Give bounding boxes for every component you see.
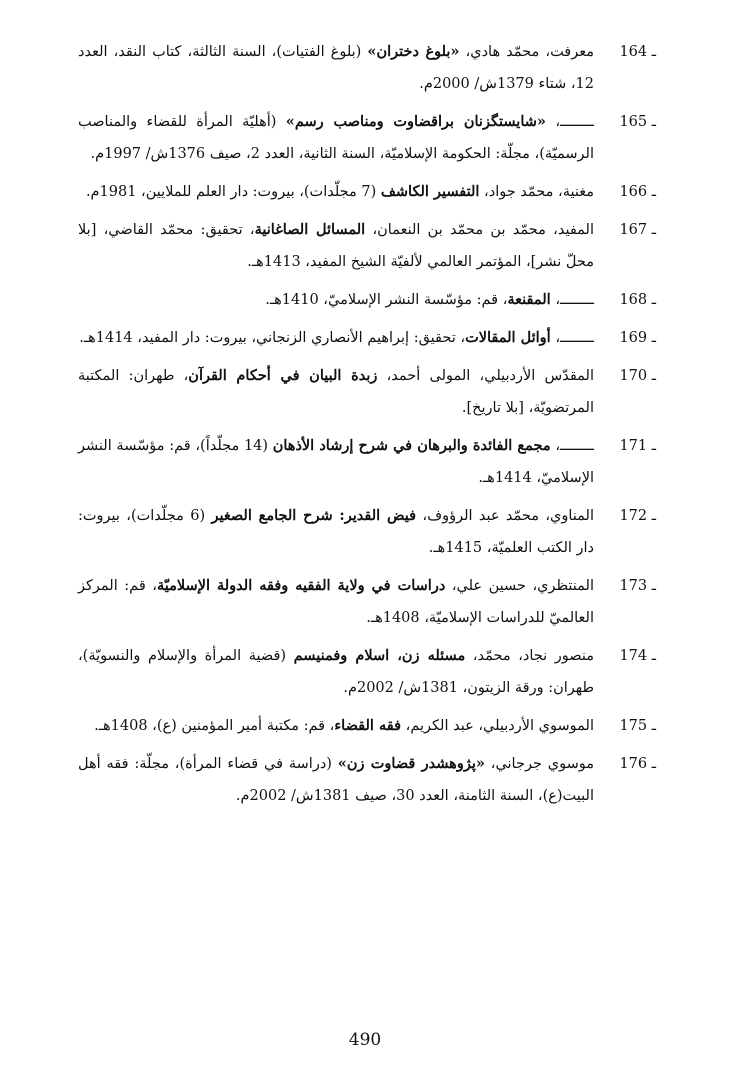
entry-text bbox=[78, 284, 594, 316]
entry-author: ــــــــ، bbox=[545, 114, 594, 130]
entry-title: المسائل الصاغانية bbox=[254, 221, 366, 238]
entry-text bbox=[78, 322, 594, 354]
entry-details: ، قم: المركز العالميّ للدراسات الإسلاميّة، 1408هـ. bbox=[78, 578, 594, 626]
entry-number: 165 ـ bbox=[619, 114, 656, 130]
entry-text bbox=[78, 36, 594, 100]
entry-text bbox=[78, 748, 594, 812]
entry-number: 169 ـ bbox=[619, 330, 656, 346]
entry-author: معرفت، محمّد هادي، bbox=[459, 44, 594, 60]
bibliography-entry bbox=[78, 570, 656, 634]
entry-text bbox=[78, 500, 594, 564]
entry-title: التفسير الكاشف bbox=[380, 183, 480, 200]
bibliography-entry bbox=[78, 176, 656, 208]
entry-author: المنتظري، حسين علي، bbox=[445, 578, 594, 594]
entry-number: 166 ـ bbox=[619, 184, 656, 200]
bibliography-entry bbox=[78, 322, 656, 354]
entry-number: 170 ـ bbox=[619, 368, 656, 384]
entry-details: ، طهران: المكتبة المرتضويّة، [بلا تاريخ]. bbox=[78, 368, 594, 416]
entry-title: المقنعة bbox=[507, 291, 551, 308]
entry-number: 172 ـ bbox=[619, 508, 656, 524]
entry-number: 167 ـ bbox=[619, 222, 656, 238]
entry-author: المناوي، محمّد عبد الرؤوف، bbox=[416, 508, 594, 524]
entry-author: ــــــــ، bbox=[550, 330, 594, 346]
entry-number: 176 ـ bbox=[619, 756, 656, 772]
entry-details: ، قم: مؤسّسة النشر الإسلاميّ، 1410هـ. bbox=[265, 292, 508, 308]
entry-author: موسوي جرجاني، bbox=[484, 756, 594, 772]
bibliography-entry bbox=[78, 710, 656, 742]
entry-number: 171 ـ bbox=[619, 438, 656, 454]
entry-title: فيض القدير: شرح الجامع الصغير bbox=[211, 507, 417, 524]
bibliography-entry bbox=[78, 284, 656, 316]
entry-details: ، تحقيق: إبراهيم الأنصاري الزنجاني، بيروت: دار المفيد، 1414هـ. bbox=[79, 330, 466, 346]
entry-text bbox=[78, 214, 594, 278]
entry-details: (أهليّة المرأة للقضاء والمناصب الرسميّة)، مجلّة: الحكومة الإسلاميّة، السنة الثانية، العدد 2، صيف 1376ش/ 1997م. bbox=[78, 114, 594, 162]
bibliography-entry bbox=[78, 748, 656, 812]
entry-details: ، قم: مكتبة أمير المؤمنين (ع)، 1408هـ. bbox=[94, 718, 335, 734]
entry-author: منصور نجاد، محمّد، bbox=[465, 648, 594, 664]
entry-title: دراسات في ولاية الفقيه وفقه الدولة الإسلاميّة bbox=[156, 577, 446, 594]
entry-title: زبدة البيان في أحكام القرآن bbox=[188, 367, 378, 384]
entry-title: «شايستگزنان براقضاوت ومناصب رسم» bbox=[285, 113, 546, 130]
entry-number: 173 ـ bbox=[619, 578, 656, 594]
bibliography-entry bbox=[78, 640, 656, 704]
entry-number: 175 ـ bbox=[619, 718, 656, 734]
entry-details: (14 مجلّداً)، قم: مؤسّسة النشر الإسلاميّ، 1414هـ. bbox=[78, 438, 594, 486]
entry-details: (دراسة في قضاء المرأة)، مجلّة: فقه أهل البيت(ع)، السنة الثامنة، العدد 30، صيف 1381ش/ 2002م. bbox=[78, 756, 594, 804]
entry-author: الموسوي الأردبيلي، عبد الكريم، bbox=[401, 718, 594, 734]
bibliography-entry bbox=[78, 36, 656, 100]
bibliography-entry bbox=[78, 430, 656, 494]
entry-number: 168 ـ bbox=[619, 292, 656, 308]
bibliography-entry bbox=[78, 106, 656, 170]
entry-details: (6 مجلّدات)، بيروت: دار الكتب العلميّة، 1415هـ. bbox=[78, 508, 594, 556]
entry-number: 164 ـ bbox=[619, 44, 656, 60]
entry-details: (قضية المرأة والإسلام والنسويّة)، طهران: ورقة الزيتون، 1381ش/ 2002م. bbox=[78, 648, 594, 696]
entry-author: المقدّس الأردبيلي، المولى أحمد، bbox=[377, 368, 595, 384]
entry-details: ، تحقيق: محمّد القاضي، [بلا محلّ نشر]، المؤتمر العالمي لألفيّة الشيخ المفيد، 1413هـ. bbox=[78, 222, 594, 270]
entry-author: ــــــــ، bbox=[550, 438, 594, 454]
entry-text bbox=[78, 640, 594, 704]
entry-title: فقه القضاء bbox=[334, 717, 402, 734]
entry-title: «بلوغ دختران» bbox=[367, 43, 460, 60]
entry-author: المفيد، محمّد بن محمّد بن النعمان، bbox=[365, 222, 594, 238]
entry-text bbox=[78, 360, 594, 424]
entry-title: مجمع الفائدة والبرهان في شرح إرشاد الأذهان bbox=[272, 437, 551, 454]
entry-title: أوائل المقالات bbox=[465, 329, 551, 346]
entry-text bbox=[78, 710, 594, 742]
entry-title: «پژوهشدر قضاوت زن» bbox=[337, 755, 485, 772]
entry-text bbox=[78, 430, 594, 494]
bibliography-entry bbox=[78, 360, 656, 424]
entry-title: مسئله زن، اسلام وفمنيسم bbox=[293, 647, 466, 664]
entry-author: مغنية، محمّد جواد، bbox=[479, 184, 594, 200]
entry-author: ــــــــ، bbox=[550, 292, 594, 308]
bibliography-entry bbox=[78, 214, 656, 278]
entry-text bbox=[78, 176, 594, 208]
page-number: 490 bbox=[348, 1030, 382, 1050]
entry-details: (بلوغ الفتيات)، السنة الثالثة، كتاب النقد، العدد 12، شتاء 1379ش/ 2000م. bbox=[78, 44, 594, 92]
entry-text bbox=[78, 106, 594, 170]
entry-details: (7 مجلّدات)، بيروت: دار العلم للملايين، 1981م. bbox=[85, 184, 381, 200]
bibliography-list bbox=[78, 36, 656, 818]
entry-text bbox=[78, 570, 594, 634]
entry-number: 174 ـ bbox=[619, 648, 656, 664]
bibliography-entry bbox=[78, 500, 656, 564]
